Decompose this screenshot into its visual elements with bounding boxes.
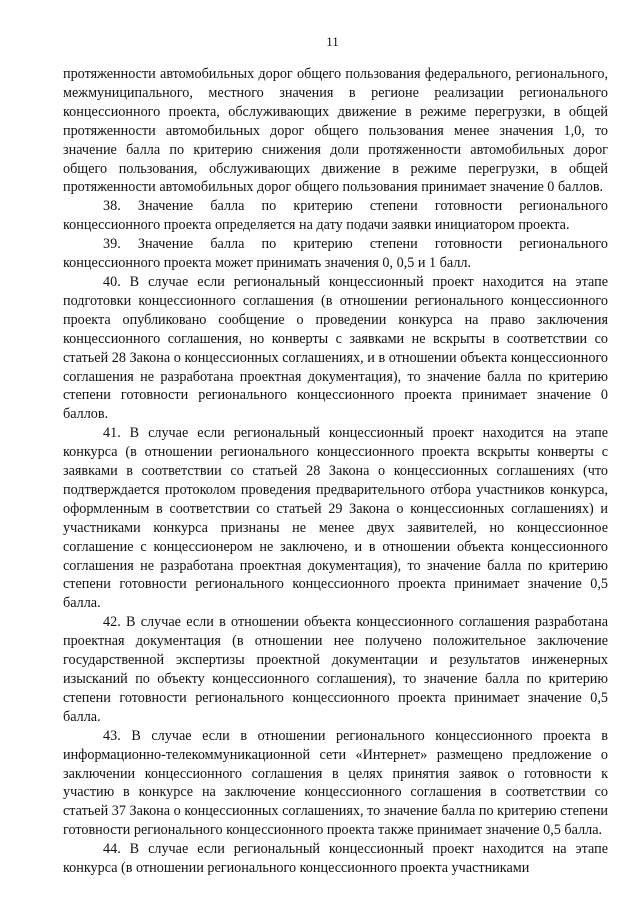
paragraph-42: 42. В случае если в отношении объекта концессионного соглашения разработана проектная документация (в отношении нее получено положительное заключение государственной экспертизы проектной документации и результатов инженерных изысканий по объекту концессионного соглашения), то значение балла по критерию степени готовности регионального концессионного проекта принимает значение 0,5 балла. (63, 614, 608, 725)
paragraph-41: 41. В случае если региональный концессионный проект находится на этапе конкурса (в отношении регионального концессионного проекта вскрыты конверты с заявками в соответствии со статьей 28 Закона о концессионных соглашениях (что подтверждается протоколом проведения предварительного отбора участников конкурса, оформленным в соответствии со статьей 29 Закона о концессионных соглашениях) и участниками конкурса признаны не менее двух заявителей, но концессионное соглашение с концессионером не заключено, и в отношении объекта концессионного соглашения не разработана проектная документация), то значение балла по критерию степени готовности регионального концессионного проекта принимает значение 0,5 балла. (63, 425, 608, 612)
paragraph-continuation: протяженности автомобильных дорог общего пользования федерального, регионального, межмуниципального, местного значения в регионе реализации регионального концессионного проекта, обслуживающих движение в режиме перегрузки, в общей протяженности автомобильных дорог общего пользования менее значения 1,0, то значение балла по критерию снижения доли протяженности автомобильных дорог общего пользования, обслуживающих движение в режиме перегрузки, в общей протяженности автомобильных дорог общего пользования принимает значение 0 баллов. (63, 66, 608, 196)
paragraph-38: 38. Значение балла по критерию степени готовности регионального концессионного проекта определяется на дату подачи заявки инициатором проекта. (63, 198, 608, 234)
paragraph-39: 39. Значение балла по критерию степени готовности регионального концессионного проекта может принимать значения 0, 0,5 и 1 балл. (63, 236, 608, 272)
paragraph-40: 40. В случае если региональный концессионный проект находится на этапе подготовки концессионного соглашения (в отношении регионального концессионного проекта опубликовано сообщение о проведении конкурса на право заключения концессионного соглашения, но конверты с заявками не вскрыты в соответствии со статьей 28 Закона о концессионных соглашениях, и в отношении объекта концессионного соглашения не разработана проектная документация), то значение балла по критерию степени готовности регионального концессионного проекта принимает значение 0 баллов. (63, 273, 608, 423)
paragraph-43: 43. В случае если в отношении регионального концессионного проекта в информационно-телекоммуникационной сети «Интернет» размещено предложение о заключении концессионного соглашения в целях принятия заявок о готовности к участию в конкурсе на заключение концессионного соглашения в соответствии со статьей 37 Закона о концессионных соглашениях, то значение балла по критерию степени готовности регионального концессионного проекта также принимает значение 0,5 балла. (63, 727, 608, 839)
paragraph-44: 44. В случае если региональный концессионный проект находится на этапе конкурса (в отношении регионального концессионного проекта участниками (63, 841, 608, 877)
page-number: 11 (326, 34, 339, 49)
